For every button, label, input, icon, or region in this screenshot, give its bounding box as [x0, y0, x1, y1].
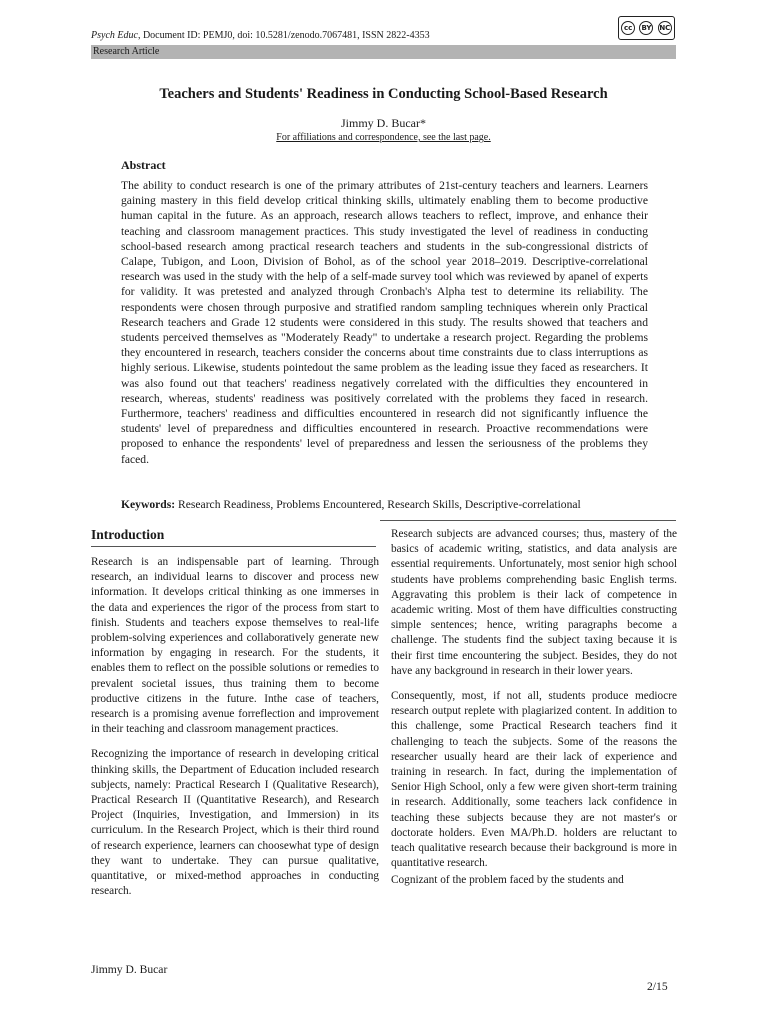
divider [91, 546, 376, 547]
right-column [391, 527, 677, 899]
cc-icon: cc [621, 21, 635, 35]
by-icon: BY [639, 21, 653, 35]
divider [380, 520, 676, 521]
page-number: 2/15 [647, 980, 668, 993]
paragraph: Cognizant of the problem faced by the students and [391, 874, 624, 887]
paragraph: Consequently, most, if not all, students produce mediocre research output replete with plagiarized content. In addition to this challenge, some Practical Research teachers find it challenging to teach the subjects. Some of the reasons the researcher usually heard are their lack of experience and training in research. In fact, during the implementation of Senior High School, only a few were given short-term training in research. Additionally, some teachers lack confidence in teaching these subjects because they are not master's or doctorate holders. Even MA/Ph.D. holders are reluctant to teach qualitative research because their background is more in quantitative research. [391, 690, 677, 870]
article-type: Research Article [93, 46, 160, 57]
author-name: Jimmy D. Bucar* [341, 116, 426, 130]
paragraph: Research subjects are advanced courses; thus, mastery of the basics of academic writing, statistics, and data analysis are essential requirements. Unfortunately, most senior high school students have problems comprehending basic English terms. Aggravating this problem is their lack of competence in academic writing. Most of them have difficulties constructing simple sentences; hence, writing paragraphs become a challenge. The students find the subject taxing because it is their first time encountering the subject. Besides, they do not have any background in research in their lower years. [391, 528, 677, 677]
affiliation-link[interactable]: For affiliations and correspondence, see the last page. [276, 132, 491, 143]
article-type-bar [91, 45, 676, 59]
left-column [91, 555, 379, 909]
nc-icon: NC [658, 21, 672, 35]
footer-author: Jimmy D. Bucar [91, 963, 168, 976]
citation-info: , Document ID: PEMJ0, doi: 10.5281/zenodo.7067481, ISSN 2822-4353 [137, 30, 430, 41]
abstract-text: The ability to conduct research is one of the primary attributes of 21st-century teachers and learners. Learners gaining mastery in this field develop critical thinking skills, ultimately enabling them to become productive human capital in the future. As an approach, research allows teachers to reflect, improve, and enhance their teaching and classroom management practices. This study investigated the level of readiness in conducting school-based research among practical research teachers and students in the sub-congressional districts of Calape, Tubigon, and Loon, Division of Bohol, as of the school year 2018–2019. Descriptive-correlational research was used in the study with the help of a self-made survey tool which was reviewed by apanel of experts for validity. It was pretested and analyzed through Cronbach's Alpha test to determine its reliability. The respondents were chosen through purposive and stratified random sampling techniques wherein only Practical Research teachers and Grade 12 students were considered in this study. The results showed that teachers and students perceived themselves as "Moderately Ready" to undertake a research project. Regarding the problems they encountered in research, teachers consider the concerns about time constraints due to class interruptions as highly serious. Likewise, students pointedout the same problem as the leading issue they faced as researchers. It was also found out that teachers' readiness negatively correlated with the difficulties they encountered in research, whereas, students' readiness was positively correlated with the problems they faced in research. Furthermore, teachers' readiness and difficulties encountered in research did not significantly influence the students' level of preparedness and difficulties encountered in research. Proactive recommendations were proposed to enhance the respondents' level of preparedness and lessen the seriousness of the problems they faced. [121, 179, 648, 466]
journal-header [91, 30, 430, 41]
paragraph: Recognizing the importance of research in developing critical thinking skills, the Department of Education included research subjects, namely: Practical Research I (Qualitative Research), Practical Research II (Quantitative Research), and Research Project (Inquiries, Investigation, and Immersion) in its curriculum. In the Research Project, which is their third round of research experience, learners can choosewhat type of design they want to undertake. They can pursue qualitative, quantitative, or mixed-method approaches in conducting research. [91, 748, 379, 898]
paragraph: Research is an indispensable part of learning. Through research, an individual learns to discover and process new information. It develops critical thinking as one immerses in the data and experiences the rigor of the process from start to finish. Students and teachers expose themselves to real-life problem-solving experiences and collaboratively generate new information by engaging in research. For the students, it enables them to reflect on the possible solutions or remedies to prevalent societal issues, thus training them to become productive citizens in the future. Inthe case of teachers, research is a promising avenue forreflection and improvement in their teaching and classroom management practices. [91, 556, 379, 736]
journal-name: Psych Educ [91, 30, 138, 41]
keywords-label: Keywords: [121, 498, 176, 511]
keywords [121, 498, 661, 511]
keywords-text: Research Readiness, Problems Encountered, Research Skills, Descriptive-correlational [175, 498, 581, 511]
abstract-heading: Abstract [121, 158, 166, 172]
section-heading-introduction: Introduction [91, 527, 165, 542]
paper-title: Teachers and Students' Readiness in Conducting School-Based Research [159, 86, 608, 102]
license-badge[interactable] [618, 16, 675, 40]
